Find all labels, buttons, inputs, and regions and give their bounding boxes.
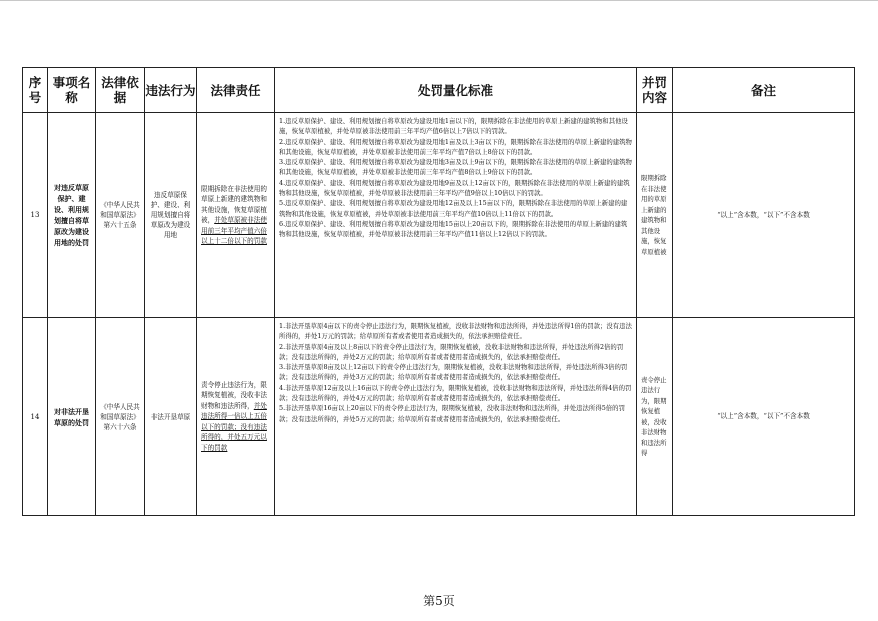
row-item-name: 对非法开垦草原的处罚 (48, 318, 96, 516)
responsibility-text: 责令停止违法行为，限期恢复植被，没收非法财物和违法所得， (201, 380, 267, 410)
row-combined-penalty: 限期拆除在非法使用的草原上新建的建筑物和其他设施，恢复草原植被 (637, 113, 673, 318)
header-combined-penalty: 并罚内容 (637, 68, 673, 113)
standard-item: 6.违反草原保护、建设、利用规划擅自将草原改为建设用地15亩以上20亩以下的，限期拆除在非法使用的草原上新建的建筑物和其他设施，恢复草原植被，并处草原被非法使用前三年平均产值11倍以上12倍以下的罚款。 (279, 219, 628, 239)
standard-item: 3.违反草原保护、建设、利用规划擅自将草原改为建设用地3亩及以上9亩以下的，限期拆除在非法使用的草原上新建的建筑物和其他设施，恢复草原植被，并处草原被非法使用前三年平均产值8倍以上9倍以下的罚款。 (279, 158, 632, 177)
standard-item: 4.违反草原保护、建设、利用规划擅自将草原改为建设用地9亩及以上12亩以下的，限期拆除在非法使用的草原上新建的建筑物和其他设施，恢复草原植被，并处草原被非法使用前三年平均产值9倍以上10倍以下的罚款。 (279, 178, 630, 198)
header-item-name: 事项名称 (48, 68, 96, 113)
standard-item: 1.非法开垦草原4亩以下的责令停止违法行为，限期恢复植被，没收非法财物和违法所得，并处违法所得1倍的罚款；没有违法所得的，并处1万元的罚款；给草原所有者或者使用者造成损失的，依法承担赔偿责任。 (279, 322, 632, 341)
standard-item: 5.违反草原保护、建设、利用规划擅自将草原改为建设用地12亩及以上15亩以下的，限期拆除在非法使用的草原上新建的建筑物和其他设施，恢复草原植被，并处草原被非法使用前三年平均产值10倍以上11倍以下的罚款。 (279, 199, 628, 218)
header-legal-basis: 法律依据 (96, 68, 145, 113)
responsibility-fine-text: 并处草原被非法使用前三年平均产值六倍以上十二倍以下的罚款 (201, 216, 267, 245)
standard-item: 3.非法开垦草原8亩及以上12亩以下的责令停止违法行为，限期恢复植被，没收非法财物和违法所得，并处违法所得3倍的罚款；没有违法所得的，并处3万元的罚款；给草原所有者或者使用者造成损失的，依法承担赔偿责任。 (279, 363, 628, 382)
standard-item: 2.违反草原保护、建设、利用规划擅自将草原改为建设用地1亩及以上3亩以下的，限期拆除在非法使用的草原上新建的建筑物和其他设施，恢复草原植被，并处草原被非法使用前三年平均产值7倍以上8倍以下的罚款。 (279, 137, 632, 156)
header-remarks: 备注 (673, 68, 855, 113)
header-violation: 违法行为 (145, 68, 197, 113)
row-legal-basis: 《中华人民共和国草原法》第六十五条 (96, 113, 145, 318)
standard-item: 1.违反草原保护、建设、利用规划擅自将草原改为建设用地1亩以下的，限期拆除在非法使用的草原上新建的建筑物和其他设施，恢复草原植被，并处草原被非法使用前三年平均产值6倍以上7倍以下的罚款。 (279, 117, 628, 136)
row-item-name: 对违反草原保护、建设、利用规划擅自将草原改为建设用地的处罚 (48, 113, 96, 318)
page-top-border (0, 0, 878, 1)
responsibility-text: 限期拆除在非法使用的草原上新建的建筑物和其他设施，恢复草原植被， (201, 184, 267, 224)
header-quantified-standard: 处罚量化标准 (275, 68, 637, 113)
standard-item: 5.非法开垦草原16亩以上20亩以下的责令停止违法行为，限期恢复植被，没收非法财物和违法所得，并处违法所得5倍的罚款；没有违法所得的，并处5万元的罚款；给草原所有者或者使用者造成损失的，依法承担赔偿责任。 (279, 404, 625, 423)
header-legal-responsibility: 法律责任 (197, 68, 275, 113)
row-legal-responsibility (197, 318, 275, 516)
page-number: 第5页 (423, 594, 455, 608)
row-violation: 非法开垦草原 (145, 318, 197, 516)
row-remarks: “以上”含本数，“以下”不含本数 (673, 318, 855, 516)
row-seq: 13 (23, 113, 48, 318)
row-remarks: “以上”含本数，“以下”不含本数 (673, 113, 855, 318)
row-legal-responsibility (197, 113, 275, 318)
standard-item: 2.非法开垦草原4亩及以上8亩以下的责令停止违法行为，限期恢复植被，没收非法财物和违法所得，并处违法所得2倍的罚款；没有违法所得的，并处2万元的罚款；给草原所有者或者使用者造成损失的，依法承担赔偿责任。 (279, 342, 624, 361)
standard-item: 4.非法开垦草原12亩及以上16亩以下的责令停止违法行为，限期恢复植被，没收非法财物和违法所得，并处违法所得4倍的罚款；没有违法所得的，并处4万元的罚款；给草原所有者或者使用者造成损失的，依法承担赔偿责任。 (279, 383, 632, 403)
table-row (23, 113, 855, 318)
table-row (23, 318, 855, 516)
penalty-table (22, 67, 855, 516)
row-combined-penalty: 责令停止违法行为，限期恢复植被，没收非法财物和违法所得 (637, 318, 673, 516)
header-seq: 序号 (23, 68, 48, 113)
header-row (23, 68, 855, 113)
responsibility-fine-text: 并处违法所得一倍以上五倍以下的罚款；没有违法所得的，并处五万元以下的罚款 (201, 401, 267, 452)
row-legal-basis: 《中华人民共和国草原法》第六十六条 (96, 318, 145, 516)
row-quantified-standard (275, 113, 637, 318)
row-violation: 违反草原保护、建设、利用规划擅自将草原改为建设用地 (145, 113, 197, 318)
row-seq: 14 (23, 318, 48, 516)
row-quantified-standard (275, 318, 637, 516)
